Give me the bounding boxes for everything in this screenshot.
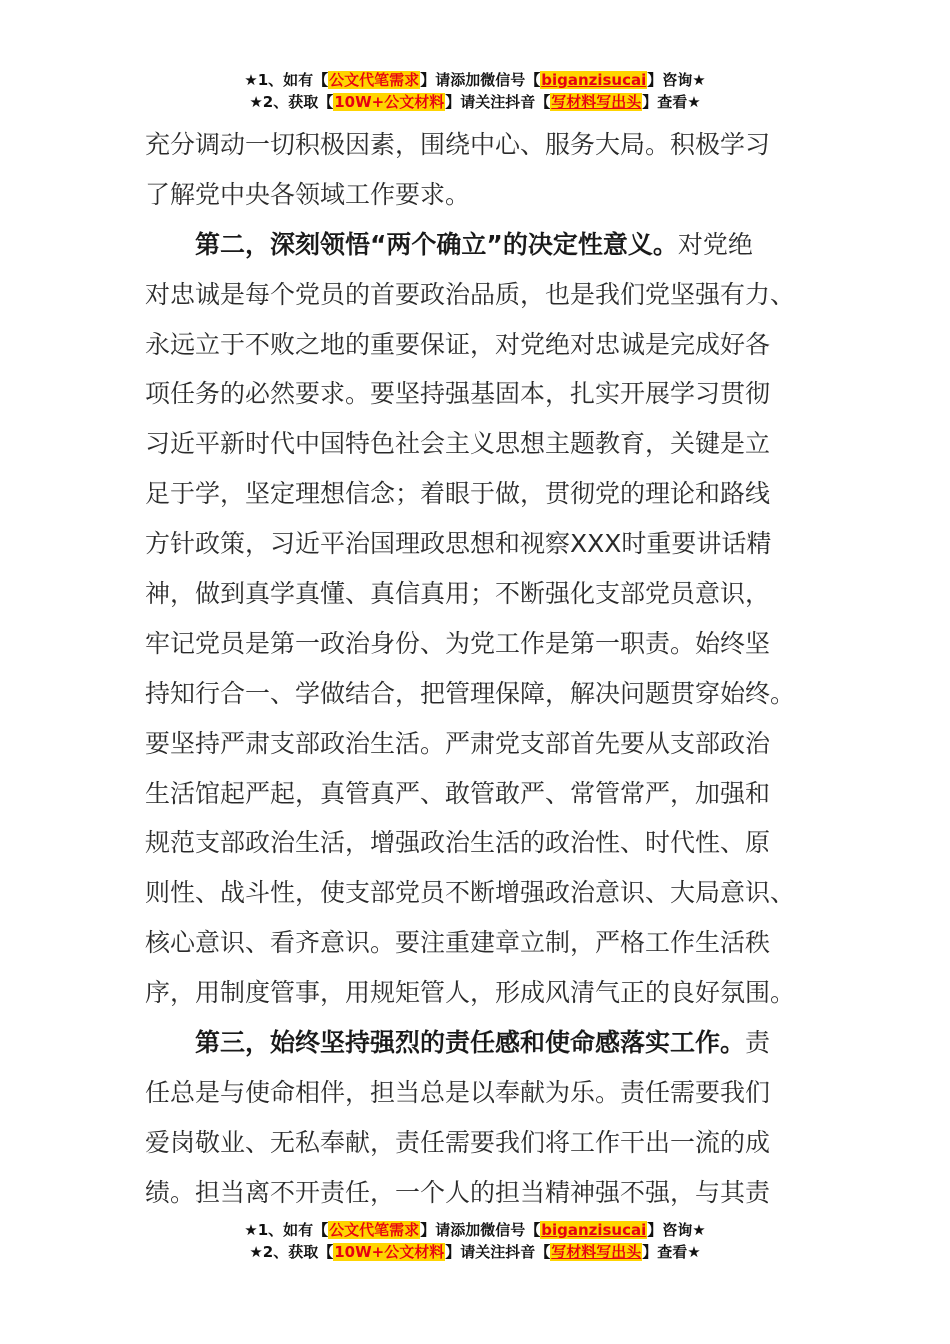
section-3-first-tail: 责: [745, 1028, 771, 1058]
promo-line-2: [0, 1241, 950, 1263]
body-line: 永远立于不败之地的重要保证，对党绝对忠诚是完成好各: [145, 329, 771, 359]
body-line: 神，做到真学真懂、真信真用；不断强化支部党员意识，: [145, 579, 771, 609]
promo-line-1: [0, 69, 950, 91]
body-line: 充分调动一切积极因素，围绕中心、服务大局。积极学习: [145, 130, 771, 159]
promo-line-1-middle: 】请添加微信号【: [420, 71, 541, 89]
body-line: 足于学，坚定理想信念；着眼于做，贯彻党的理论和路线: [145, 479, 771, 509]
promo-line-2-prefix: ★2、获取【: [249, 1243, 334, 1261]
promo-line-1-prefix: ★1、如有【: [244, 1221, 329, 1239]
body-line: 核心意识、看齐意识。要注重建章立制，严格工作生活秩: [145, 928, 771, 958]
body-line: 方针政策，习近平治国理政思想和视察XXX时重要讲话精: [145, 529, 772, 559]
body-line: 生活馆起严起，真管真严、敢管敢严、常管常严，加强和: [145, 778, 771, 808]
promo-douyin-account[interactable]: 写材料写出头: [551, 1243, 642, 1261]
promo-wechat-id[interactable]: biganzisucai: [541, 71, 647, 89]
body-line: 爱岗敬业、无私奉献，责任需要我们将工作干出一流的成: [145, 1127, 771, 1157]
promo-douyin-account[interactable]: 写材料写出头: [551, 93, 642, 111]
section-3-first-line: [145, 1018, 805, 1068]
promo-line-1-suffix: 】咨询★: [647, 1221, 706, 1239]
body-line: 了解党中央各领域工作要求。: [145, 179, 471, 209]
body-line: 任总是与使命相伴，担当总是以奉献为乐。责任需要我们: [145, 1077, 771, 1107]
promo-line-2-suffix: 】查看★: [642, 93, 701, 111]
body-line: 项任务的必然要求。要坚持强基固本，扎实开展学习贯彻: [145, 379, 771, 409]
body-line: 规范支部政治生活，增强政治生活的政治性、时代性、原: [145, 828, 771, 858]
body-line: 牢记党员是第一政治身份、为党工作是第一职责。始终坚: [145, 628, 771, 658]
body-line: 习近平新时代中国特色社会主义思想主题教育，关键是立: [145, 429, 771, 459]
body-line: 持知行合一、学做结合，把管理保障，解决问题贯穿始终。: [145, 678, 796, 708]
body-line: 序，用制度管事，用规矩管人，形成风清气正的良好氛围。: [145, 978, 796, 1008]
bottom-promo-banner: [0, 1219, 950, 1263]
promo-line-2-prefix: ★2、获取【: [249, 93, 334, 111]
body-line: 要坚持严肃支部政治生活。严肃党支部首先要从支部政治: [145, 728, 771, 758]
promo-line-2-suffix: 】查看★: [642, 1243, 701, 1261]
promo-highlight-writing-service: 公文代笔需求: [329, 71, 420, 89]
body-line: 绩。担当离不开责任，一个人的担当精神强不强，与其责: [145, 1177, 771, 1207]
section-2-first-line: [145, 220, 805, 270]
top-promo-banner: [0, 69, 950, 113]
body-line: 则性、战斗性，使支部党员不断增强政治意识、大局意识、: [145, 878, 796, 908]
promo-line-1-suffix: 】咨询★: [647, 71, 706, 89]
promo-line-1-prefix: ★1、如有【: [244, 71, 329, 89]
promo-wechat-id[interactable]: biganzisucai: [541, 1221, 647, 1239]
promo-highlight-materials: 10W+公文材料: [334, 1243, 445, 1261]
promo-line-2-middle: 】请关注抖音【: [445, 1243, 551, 1261]
document-body: [145, 120, 805, 1218]
section-2-heading: 第二，深刻领悟“两个确立”的决定性意义。: [195, 229, 678, 259]
promo-line-1-middle: 】请添加微信号【: [420, 1221, 541, 1239]
promo-line-1: [0, 1219, 950, 1241]
body-line: 对忠诚是每个党员的首要政治品质，也是我们党坚强有力、: [145, 279, 796, 309]
promo-line-2: [0, 91, 950, 113]
promo-line-2-middle: 】请关注抖音【: [445, 93, 551, 111]
promo-highlight-writing-service: 公文代笔需求: [329, 1221, 420, 1239]
section-3-heading: 第三，始终坚持强烈的责任感和使命感落实工作。: [195, 1028, 746, 1058]
promo-highlight-materials: 10W+公文材料: [334, 93, 445, 111]
section-2-first-tail: 对党绝: [677, 229, 753, 259]
